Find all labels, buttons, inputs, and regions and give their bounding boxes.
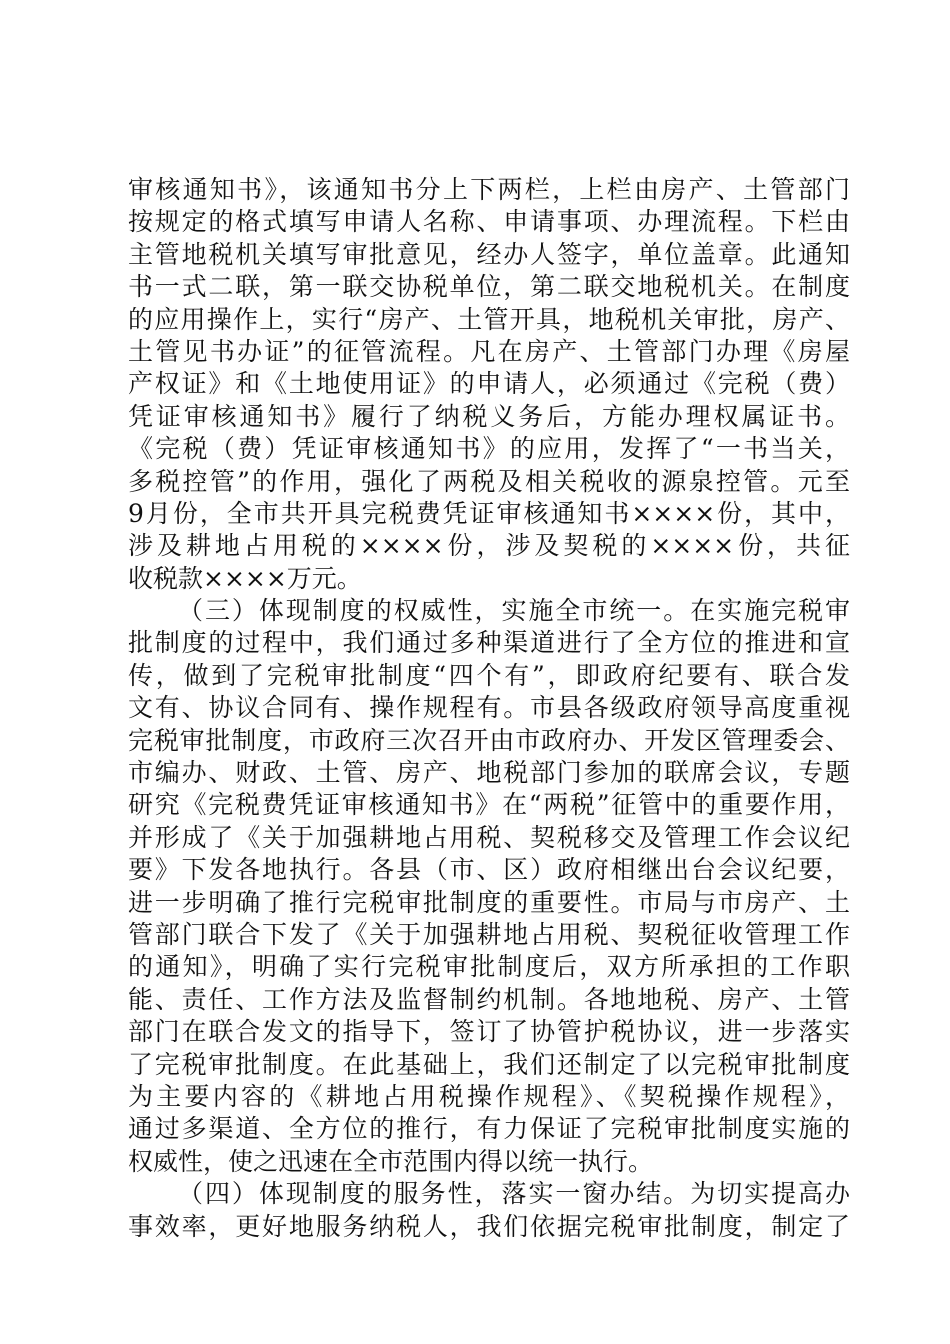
text-line: 市编办、财政、土管、房产、地税部门参加的联席会议，专题	[128, 758, 850, 788]
text-line: 9月份，全市共开具完税费凭证审核通知书××××份，其中，	[128, 498, 850, 528]
text-line: 批制度的过程中，我们通过多种渠道进行了全方位的推进和宣	[128, 628, 850, 658]
text-line: 按规定的格式填写申请人名称、申请事项、办理流程。下栏由	[128, 207, 850, 237]
text-line: 部门在联合发文的指导下，签订了协管护税协议，进一步落实	[128, 1017, 850, 1047]
text-line: 收税款××××万元。	[128, 563, 362, 593]
text-line: 涉及耕地占用税的××××份，涉及契税的××××份，共征	[128, 531, 850, 561]
text-line: 的通知》，明确了实行完税审批制度后，双方所承担的工作职	[128, 952, 850, 982]
text-line: 了完税审批制度。在此基础上，我们还制定了以完税审批制度	[128, 1049, 850, 1079]
text-line: 文有、协议合同有、操作规程有。市县各级政府领导高度重视	[128, 693, 850, 723]
text-line: 传，做到了完税审批制度“四个有”，即政府纪要有、联合发	[128, 660, 850, 690]
text-line: 为主要内容的《耕地占用税操作规程》、《契税操作规程》，	[128, 1081, 850, 1111]
text-line: 通过多渠道、全方位的推行，有力保证了完税审批制度实施的	[128, 1114, 850, 1144]
section-heading-line: （四）体现制度的服务性，落实一窗办结。为切实提高办	[178, 1179, 850, 1209]
body-text	[128, 174, 850, 1243]
text-line: 的应用操作上，实行“房产、土管开具，地税机关审批，房产、	[128, 304, 850, 334]
text-line: 管部门联合下发了《关于加强耕地占用税、契税征收管理工作	[128, 919, 850, 949]
text-line: 土管见书办证”的征管流程。凡在房产、土管部门办理《房屋	[128, 336, 850, 366]
text-line: 进一步明确了推行完税审批制度的重要性。市局与市房产、土	[128, 887, 850, 917]
text-line: 主管地税机关填写审批意见，经办人签字，单位盖章。此通知	[128, 239, 850, 269]
text-line: 完税审批制度，市政府三次召开由市政府办、开发区管理委会、	[128, 725, 850, 755]
text-line: 权威性，使之迅速在全市范围内得以统一执行。	[128, 1146, 654, 1176]
text-line: 事效率，更好地服务纳税人，我们依据完税审批制度，制定了	[128, 1211, 850, 1241]
text-line: 审核通知书》，该通知书分上下两栏，上栏由房产、土管部门	[128, 175, 850, 204]
text-line: 多税控管”的作用，强化了两税及相关税收的源泉控管。元至	[128, 466, 850, 496]
text-line: 书一式二联，第一联交协税单位，第二联交地税机关。在制度	[128, 272, 850, 302]
text-line: 凭证审核通知书》履行了纳税义务后，方能办理权属证书。	[128, 401, 850, 431]
text-line: 能、责任、工作方法及监督制约机制。各地地税、房产、土管	[128, 984, 850, 1014]
text-line: 并形成了《关于加强耕地占用税、契税移交及管理工作会议纪	[128, 822, 850, 852]
text-line: 《完税（费）凭证审核通知书》的应用，发挥了“一书当关，	[128, 434, 850, 464]
text-line: 要》下发各地执行。各县（市、区）政府相继出台会议纪要，	[128, 855, 850, 885]
text-line: 研究《完税费凭证审核通知书》在“两税”征管中的重要作用，	[128, 790, 850, 820]
section-heading-line: （三）体现制度的权威性，实施全市统一。在实施完税审	[178, 596, 850, 626]
text-line: 产权证》和《土地使用证》的申请人，必须通过《完税（费）	[128, 369, 850, 399]
